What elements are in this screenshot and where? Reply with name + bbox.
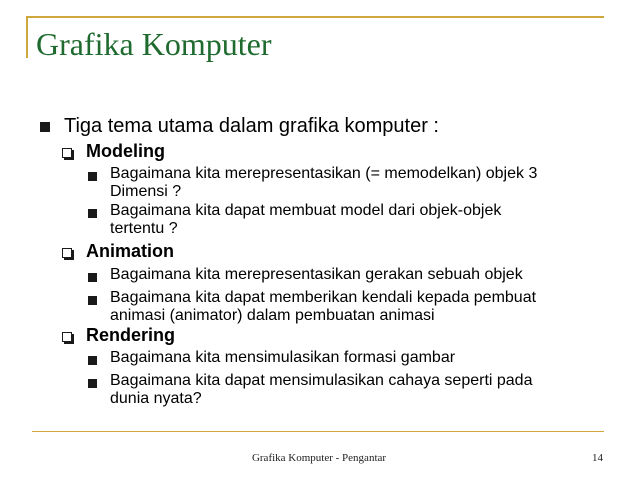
list-item-line: Bagaimana kita merepresentasikan gerakan sebuah objek [110, 266, 523, 283]
page-number: 14 [592, 452, 603, 464]
list-item-line: tertentu ? [110, 220, 178, 237]
list-item-line: Bagaimana kita dapat membuat model dari objek-objek [110, 202, 502, 219]
square-bullet-icon [88, 379, 97, 388]
section-heading-modeling: Modeling [86, 141, 165, 161]
square-bullet-icon [88, 356, 97, 365]
slide-title: Grafika Komputer [36, 26, 272, 62]
list-item-line: Bagaimana kita dapat memberikan kendali kepada pembuat [110, 289, 537, 306]
list-item-line: dunia nyata? [110, 390, 202, 407]
list-item-line: Bagaimana kita merepresentasikan (= memodelkan) objek 3 [110, 165, 538, 182]
square-bullet-icon [88, 209, 97, 218]
section-heading-animation: Animation [86, 241, 174, 261]
footer-rule [32, 431, 604, 432]
square-bullet-icon [88, 273, 97, 282]
list-item-line: Dimensi ? [110, 183, 182, 200]
square-bullet-icon [88, 172, 97, 181]
list-item-line: Bagaimana kita dapat mensimulasikan cahaya seperti pada [110, 372, 533, 389]
list-item-line: Bagaimana kita mensimulasikan formasi gambar [110, 349, 456, 366]
footer-label: Grafika Komputer - Pengantar [251, 452, 387, 464]
hollow-square-bullet-icon [62, 332, 72, 342]
top-rule [26, 16, 604, 18]
hollow-square-bullet-icon [62, 248, 72, 258]
list-item-line: animasi (animator) dalam pembuatan animasi [110, 307, 435, 324]
left-rule [26, 16, 28, 58]
square-bullet-icon [40, 122, 50, 132]
hollow-square-bullet-icon [62, 148, 72, 158]
square-bullet-icon [88, 296, 97, 305]
intro-text: Tiga tema utama dalam grafika komputer : [64, 115, 439, 137]
section-heading-rendering: Rendering [86, 325, 176, 345]
